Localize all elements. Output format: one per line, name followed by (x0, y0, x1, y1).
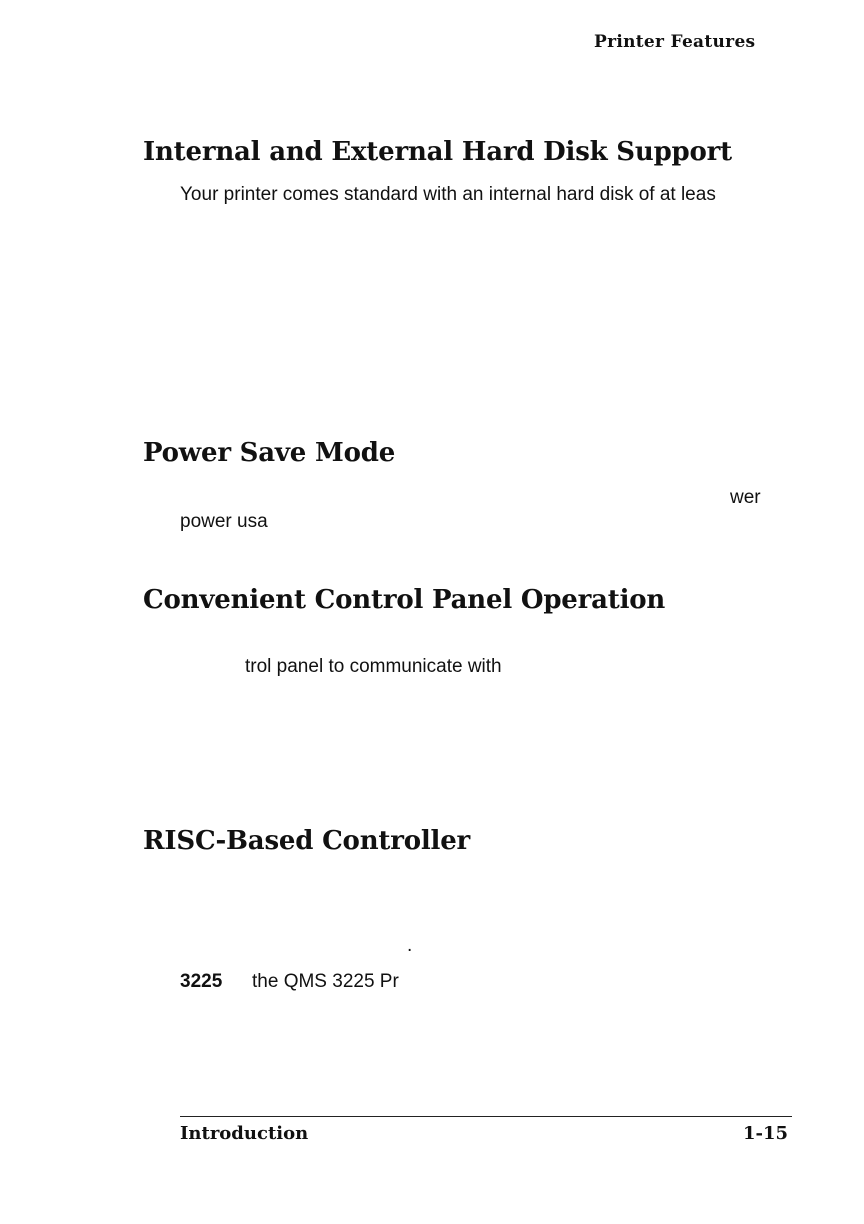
power-save-text-fragment-left: power usa (180, 511, 268, 532)
hard-disk-paragraph-line: Your printer comes standard with an internal hard disk of at leas (180, 184, 716, 205)
section-heading-risc: RISC-Based Controller (143, 826, 471, 856)
section-heading-power-save: Power Save Mode (143, 438, 396, 468)
power-save-text-fragment-right: wer (730, 487, 761, 508)
risc-model-label: 3225 (180, 971, 223, 992)
footer-rule (180, 1116, 792, 1117)
running-head: Printer Features (594, 32, 756, 52)
risc-text-dot: . (407, 935, 413, 956)
footer-page-number: 1-15 (743, 1123, 789, 1144)
section-heading-hard-disk: Internal and External Hard Disk Support (143, 137, 732, 167)
section-heading-control-panel: Convenient Control Panel Operation (143, 585, 666, 615)
control-panel-text-fragment: trol panel to communicate with (245, 656, 502, 677)
footer-chapter-title: Introduction (180, 1123, 309, 1144)
risc-model-text: the QMS 3225 Pr (252, 971, 399, 992)
